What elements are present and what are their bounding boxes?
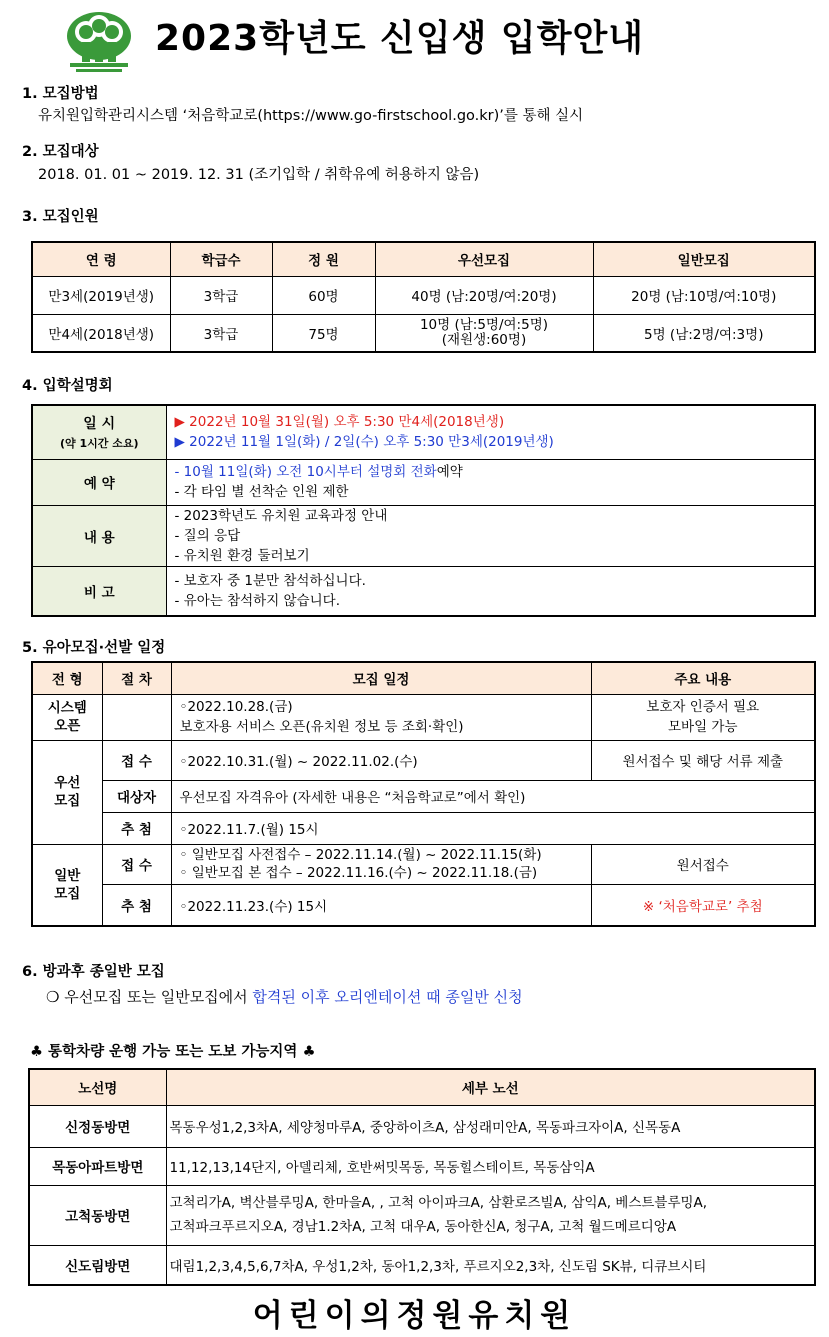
general-label: 일반 모집 [32, 844, 102, 926]
schedule-line: 보호자용 서비스 오픈(유치원 정보 등 조회·확인) [179, 719, 464, 735]
content-line: 모바일 가능 [668, 719, 738, 735]
schedule-line: ◦ 일반모집 사전접수 – 2022.11.14.(월) ~ 2022.11.15(화) [179, 847, 542, 863]
step-label: 접 수 [102, 844, 171, 884]
table-cell: 60명 [272, 276, 375, 314]
text-blue: 합격된 이후 오리엔테이션 때 종일반 신청 [252, 988, 523, 1006]
table-cell: 75명 [272, 314, 375, 352]
reserve-line-blue: - 10월 11일(화) 오전 10시부터 설명회 전화 [174, 464, 437, 480]
table-row [29, 1245, 815, 1285]
table-header-row [32, 242, 815, 276]
table-header-row [29, 1069, 815, 1105]
section-6-text [46, 986, 523, 1007]
text-black: 우선모집 또는 일반모집에서 [64, 988, 253, 1006]
route-name: 신정동방면 [29, 1105, 166, 1147]
reserve-cell [166, 459, 815, 505]
page-title: 2023학년도 신입생 입학안내 [155, 18, 645, 59]
section-3-title: 3. 모집인원 [22, 209, 99, 225]
content-line: - 유치원 환경 둘러보기 [174, 547, 310, 564]
header-cell: 일반모집 [593, 242, 815, 276]
table-row [32, 314, 815, 352]
content-cell: 원서접수 [591, 844, 815, 884]
table-row [32, 884, 815, 926]
step-label: 대상자 [102, 780, 171, 812]
table-cell: 만3세(2019년생) [32, 276, 170, 314]
section-4-title: 4. 입학설명회 [22, 378, 113, 394]
note-cell [166, 566, 815, 616]
reserve-line: - 각 타임 별 선착순 인원 제한 [174, 484, 349, 500]
table-row [32, 812, 815, 844]
content-cell: 원서접수 및 해당 서류 제출 [591, 740, 815, 780]
date-sublabel: (약 1시간 소요) [60, 437, 139, 451]
reserve-line-black: 예약 [436, 464, 463, 480]
table-row [32, 844, 815, 884]
content-label: 내 용 [32, 505, 166, 566]
existing-students-note: (재원생:60명) [441, 331, 527, 348]
system-schedule-cell [171, 694, 591, 740]
header-cell: 모집 일정 [171, 662, 591, 694]
reserve-label: 예 약 [32, 459, 166, 505]
step-label: 추 첨 [102, 884, 171, 926]
date-label-cell [32, 405, 166, 459]
note-line: - 보호자 중 1분만 참석하십니다. [174, 572, 366, 589]
table-cell: 만4세(2018년생) [32, 314, 170, 352]
info-session-table [31, 404, 816, 617]
table-cell: 3학급 [170, 314, 272, 352]
recruitment-table [31, 241, 816, 353]
content-line: 보호자 인증서 필요 [646, 699, 760, 715]
system-content-cell [591, 694, 815, 740]
route-line: 고척리가A, 벽산블루밍A, 한마을A, , 고척 아이파크A, 삼환로즈빌A, 삼익A, 베스트블루밍A, [169, 1195, 708, 1211]
table-row [32, 459, 815, 505]
table-cell: 5명 (남:2명/여:3명) [593, 314, 815, 352]
schedule-cell: ◦2022.11.7.(월) 15시 [171, 812, 815, 844]
bus-section-title: ♣ 통학차량 운행 가능 또는 도보 가능지역 ♣ [30, 1044, 316, 1060]
bullet-icon: ❍ [46, 988, 60, 1006]
kindergarten-name: 어린이의정원유치원 [252, 1298, 577, 1334]
table-row [32, 566, 815, 616]
bus-routes-table [28, 1068, 816, 1286]
table-header-row [32, 662, 815, 694]
header-cell: 우선모집 [375, 242, 593, 276]
table-row [32, 405, 815, 459]
header-cell: 절 차 [102, 662, 171, 694]
header-cell: 주요 내용 [591, 662, 815, 694]
empty-cell [102, 694, 171, 740]
section-1-title: 1. 모집방법 [22, 86, 99, 102]
step-label: 추 첨 [102, 812, 171, 844]
section-5-title: 5. 유아모집·선발 일정 [22, 640, 166, 656]
table-cell [375, 314, 593, 352]
content-cell: ※ ‘처음학교로’ 추첨 [591, 884, 815, 926]
content-cell [166, 505, 815, 566]
table-row [32, 694, 815, 740]
date-cell [166, 405, 815, 459]
system-open-label: 시스템 오픈 [32, 694, 102, 740]
step-label: 접 수 [102, 740, 171, 780]
schedule-line: ◦2022.10.28.(금) [179, 699, 293, 715]
header-cell: 정 원 [272, 242, 375, 276]
table-row [32, 780, 815, 812]
header-cell: 연 령 [32, 242, 170, 276]
route-detail: 목동우성1,2,3차A, 세양청마루A, 중앙하이츠A, 삼성래미안A, 목동파크자이A, 신목동A [166, 1105, 815, 1147]
table-cell: 20명 (남:10명/여:10명) [593, 276, 815, 314]
section-2-title: 2. 모집대상 [22, 144, 99, 160]
table-cell: 40명 (남:20명/여:20명) [375, 276, 593, 314]
schedule-cell: ◦2022.11.23.(수) 15시 [171, 884, 591, 926]
date-label: 일 시 [83, 416, 116, 433]
header-cell: 세부 노선 [166, 1069, 815, 1105]
route-detail: 11,12,13,14단지, 아델리체, 호반써밋목동, 목동힐스테이트, 목동삼익A [166, 1147, 815, 1185]
target-cell: 우선모집 자격유아 (자세한 내용은 “처음학교로”에서 확인) [171, 780, 815, 812]
content-line: - 2023학년도 유치원 교육과정 안내 [174, 507, 388, 524]
content-line: - 질의 응답 [174, 527, 241, 544]
section-1-text: 유치원입학관리시스템 ‘처음학교로(https://www.go-firstschool.go.kr)’를 통해 실시 [38, 108, 584, 124]
header-cell: 학급수 [170, 242, 272, 276]
schedule-cell: ◦2022.10.31.(월) ~ 2022.11.02.(수) [171, 740, 591, 780]
schedule-line: ◦ 일반모집 본 접수 – 2022.11.16.(수) ~ 2022.11.18.(금) [179, 865, 538, 881]
table-row [29, 1147, 815, 1185]
schedule-cell [171, 844, 591, 884]
date-line: ▶ 2022년 11월 1일(화) / 2일(수) 오후 5:30 만3세(2019년생) [174, 434, 554, 451]
header-cell: 전 형 [32, 662, 102, 694]
section-6-title: 6. 방과후 종일반 모집 [22, 964, 165, 980]
route-name: 목동아파트방면 [29, 1147, 166, 1185]
route-detail [166, 1185, 815, 1245]
kindergarten-logo-icon [64, 8, 134, 74]
date-line: ▶ 2022년 10월 31일(월) 오후 5:30 만4세(2018년생) [174, 414, 505, 431]
note-label: 비 고 [32, 566, 166, 616]
table-row [32, 276, 815, 314]
note-line: - 유아는 참석하지 않습니다. [174, 592, 340, 609]
header [0, 0, 829, 78]
route-name: 고척동방면 [29, 1185, 166, 1245]
table-cell: 3학급 [170, 276, 272, 314]
header-cell: 노선명 [29, 1069, 166, 1105]
route-line: 고척파크푸르지오A, 경남1.2차A, 고척 대우A, 동아한신A, 청구A, 고척 월드메르디앙A [169, 1219, 677, 1235]
table-row [32, 505, 815, 566]
priority-label: 우선 모집 [32, 740, 102, 844]
table-row [29, 1185, 815, 1245]
section-2-text: 2018. 01. 01 ~ 2019. 12. 31 (조기입학 / 취학유예 허용하지 않음) [38, 167, 480, 183]
route-detail: 대림1,2,3,4,5,6,7차A, 우성1,2차, 동아1,2,3차, 푸르지오2,3차, 신도림 SK뷰, 디큐브시티 [166, 1245, 815, 1285]
table-row [29, 1105, 815, 1147]
priority-count: 10명 (남:5명/여:5명) [419, 316, 549, 333]
reserve-line [175, 462, 815, 482]
table-row [32, 740, 815, 780]
route-name: 신도림방면 [29, 1245, 166, 1285]
schedule-table [31, 661, 816, 927]
